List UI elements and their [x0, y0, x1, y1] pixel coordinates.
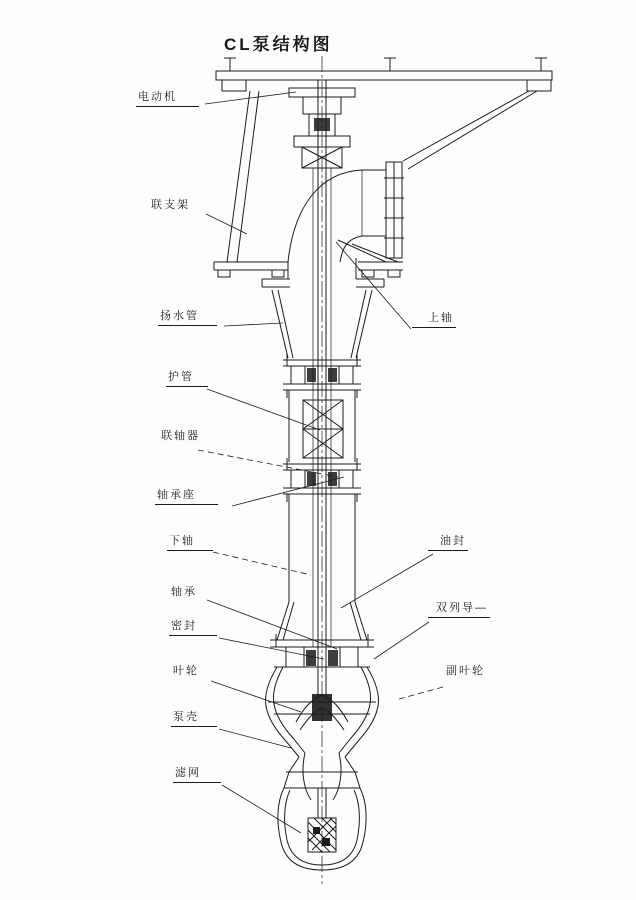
label-strainer: 滤网 — [173, 767, 221, 783]
column-pipe — [262, 168, 384, 700]
label-shaft-tube: 护管 — [166, 371, 208, 387]
label-oil-seal: 油封 — [428, 535, 468, 551]
label-bearing-housing: 轴承座 — [155, 489, 218, 505]
label-motor-support: 联支架 — [151, 199, 190, 211]
label-upper-shaft: 上轴 — [412, 312, 456, 328]
label-aux-impeller: 副叶轮 — [446, 665, 485, 677]
drawing-title: CL泵结构图 — [224, 35, 333, 54]
label-bearing: 轴承 — [171, 586, 197, 598]
label-impeller: 叶轮 — [173, 665, 199, 677]
label-seal: 密封 — [169, 620, 217, 636]
label-lower-shaft: 下轴 — [167, 535, 213, 551]
motor-assembly — [216, 58, 552, 262]
base-flange — [214, 262, 288, 277]
label-motor: 电动机 — [136, 91, 199, 107]
label-pump-casing: 泵壳 — [171, 711, 217, 727]
label-coupling: 联轴器 — [161, 430, 200, 442]
discharge-elbow — [288, 162, 404, 277]
label-double-row-guide: 双列导— — [428, 602, 490, 618]
label-riser-pipe: 扬水管 — [158, 310, 217, 326]
